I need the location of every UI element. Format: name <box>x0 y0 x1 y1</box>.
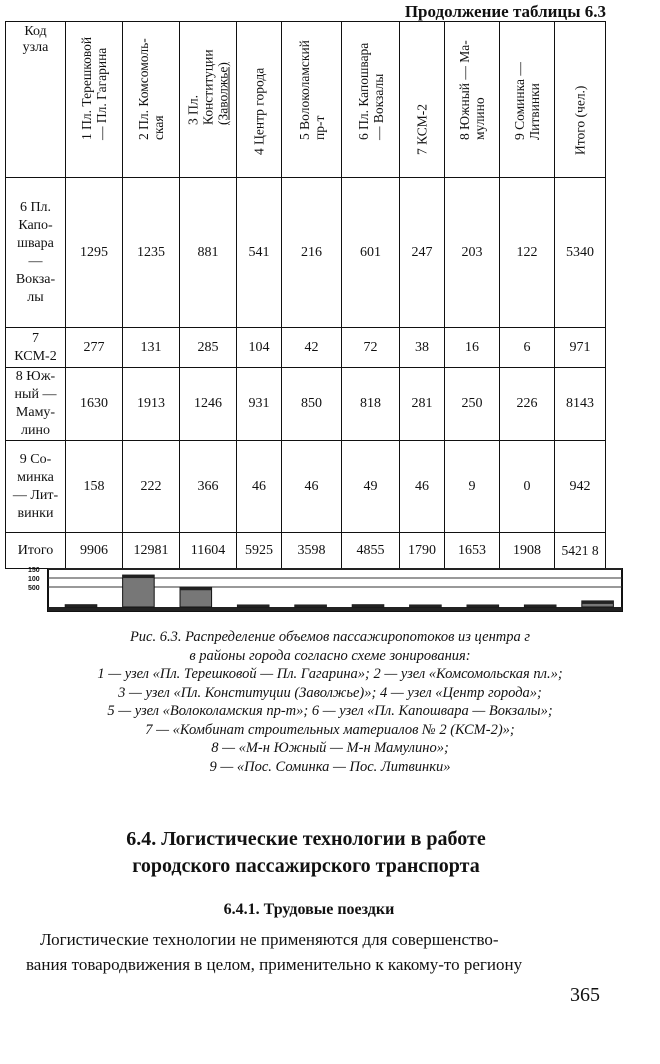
table-cell: 4855 <box>342 533 400 569</box>
section-heading-line: 6.4. Логистические технологии в работе <box>126 828 486 850</box>
row-label <box>6 441 66 533</box>
table-cell: 1913 <box>123 368 180 441</box>
chart-bar-top <box>295 605 327 607</box>
section-heading-line: городского пассажирского транспорта <box>132 855 480 877</box>
table-cell: 601 <box>342 178 400 328</box>
row-label-line: лино <box>21 423 50 438</box>
caption-line: в районы города согласно схеме зонирования: <box>189 647 471 664</box>
table-cell: 250 <box>445 368 500 441</box>
caption-line: 3 — узел «Пл. Конституции (Заволжье)»; 4 — узел «Центр города»; <box>118 684 542 701</box>
y-tick-label: 150 <box>28 567 40 574</box>
table-cell: 38 <box>400 328 445 368</box>
row-label <box>6 178 66 328</box>
row-label-line: винки <box>17 505 54 521</box>
table-row <box>6 368 606 441</box>
table-cell: 104 <box>237 328 282 368</box>
table-cell: 1790 <box>400 533 445 569</box>
table-cell: 1246 <box>180 368 237 441</box>
row-label <box>6 328 66 368</box>
row-label-line: 9 Со- <box>19 451 52 467</box>
table-cell: 1630 <box>66 368 123 441</box>
row-label-line: Вокза- <box>15 271 56 287</box>
caption-line: 5 — узел «Волоколамския пр-т»; 6 — узел «Пл. Капошвара — Вокзалы»; <box>107 703 553 719</box>
code-header-line: узла <box>22 40 49 55</box>
table-cell: 5421 8 <box>555 533 606 569</box>
row-label-line: 7 <box>32 330 39 346</box>
table-cell: 42 <box>282 328 342 368</box>
caption-line: 8 — «М-н Южный — М-н Мамулино»; <box>211 740 449 756</box>
col-header: Итого (чел.) <box>555 22 606 178</box>
caption-line: Рис. 6.3. Распределение объемов пассажиропотоков из центра г <box>129 629 531 645</box>
paragraph-line: вания товародвижения в целом, применительно к какому-то региону <box>26 955 523 974</box>
table-cell: 46 <box>400 441 445 533</box>
table-cell: 942 <box>555 441 606 533</box>
chart-bar-top <box>582 601 614 604</box>
table-cell: 281 <box>400 368 445 441</box>
table-cell: 8143 <box>555 368 606 441</box>
row-label-line: КСМ-2 <box>14 348 57 364</box>
row-label <box>6 533 66 569</box>
table-cell: 122 <box>500 178 555 328</box>
table-cell: 216 <box>282 178 342 328</box>
table-cell: 46 <box>237 441 282 533</box>
table-cell: 277 <box>66 328 123 368</box>
row-label-line: лы <box>27 289 44 305</box>
table-cell: 6 <box>500 328 555 368</box>
table-cell: 1235 <box>123 178 180 328</box>
table-cell: 1908 <box>500 533 555 569</box>
chart-bar-top <box>123 575 155 578</box>
row-label-line: — <box>28 253 43 269</box>
table-cell: 1653 <box>445 533 500 569</box>
table-header-row <box>6 22 606 178</box>
subsection-heading: 6.4.1. Трудовые поездки <box>223 901 395 918</box>
table-cell: 49 <box>342 441 400 533</box>
chart-bar <box>123 575 155 607</box>
table-cell: 3598 <box>282 533 342 569</box>
row-label-line: 8 Юж- <box>15 369 56 384</box>
code-header <box>6 22 66 178</box>
table-cell: 247 <box>400 178 445 328</box>
table-cell: 850 <box>282 368 342 441</box>
chart-bar-top <box>180 587 212 590</box>
table-cell: 366 <box>180 441 237 533</box>
table-row <box>6 178 606 328</box>
col-header: 6 Пл. Капошвара — Вокзалы <box>342 22 400 178</box>
table-row <box>6 441 606 533</box>
col-header: 8 Южный — Ма- мулино <box>445 22 500 178</box>
passenger-flow-table <box>5 21 606 569</box>
table-cell: 11604 <box>180 533 237 569</box>
section-heading <box>0 826 612 880</box>
table-cell: 1295 <box>66 178 123 328</box>
table-cell: 931 <box>237 368 282 441</box>
table-row <box>6 533 606 569</box>
chart-bar-top <box>237 605 269 607</box>
table-cell: 5340 <box>555 178 606 328</box>
row-label <box>6 368 66 441</box>
col-header: 9 Соминка — Литвинки <box>500 22 555 178</box>
chart-bar-top <box>410 605 442 607</box>
caption-line: 1 — узел «Пл. Терешковой — Пл. Гагарина»; 2 — узел «Комсомольская пл.»; <box>97 666 563 682</box>
row-label-line: минка <box>17 469 54 485</box>
table-cell: 72 <box>342 328 400 368</box>
passenger-flow-chart <box>28 565 624 617</box>
table-cell: 9906 <box>66 533 123 569</box>
table-cell: 16 <box>445 328 500 368</box>
table-cell: 971 <box>555 328 606 368</box>
figure-caption <box>0 628 660 776</box>
table-cell: 9 <box>445 441 500 533</box>
chart-bar-top <box>524 605 556 607</box>
caption-line: 7 — «Комбинат строительных материалов № 2 (КСМ-2)»; <box>145 721 515 738</box>
table-cell: 0 <box>500 441 555 533</box>
table-cell: 541 <box>237 178 282 328</box>
body-paragraph <box>26 927 610 977</box>
table-cell: 226 <box>500 368 555 441</box>
row-label-line: Маму- <box>15 405 56 420</box>
page-number: 365 <box>570 984 600 1006</box>
table-cell: 285 <box>180 328 237 368</box>
row-label-line: Капо- <box>18 217 53 233</box>
chart-bar-top <box>65 605 97 607</box>
y-tick-label: 500 <box>28 585 40 592</box>
table-cell: 222 <box>123 441 180 533</box>
table-continuation-title: Продолжение таблицы 6.3 <box>404 2 606 21</box>
row-label-line: ный — <box>14 387 57 402</box>
chart-bar-top <box>352 605 384 607</box>
table-cell: 203 <box>445 178 500 328</box>
col-header: 7 КСМ-2 <box>400 22 445 178</box>
col-header: 4 Центр города <box>237 22 282 178</box>
chart-bar-top <box>467 605 499 607</box>
table-cell: 46 <box>282 441 342 533</box>
row-label-line: 6 Пл. <box>19 199 52 215</box>
chart-floor <box>48 607 622 611</box>
table-cell: 158 <box>66 441 123 533</box>
caption-line: 9 — «Пос. Соминка — Пос. Литвинки» <box>209 758 451 775</box>
paragraph-line: Логистические технологии не применяются для совершенство- <box>40 930 499 949</box>
y-tick-label: 100 <box>28 576 40 583</box>
table-row <box>6 328 606 368</box>
row-label-line: швара <box>17 235 54 251</box>
col-header: 2 Пл. Комсомоль- ская <box>123 22 180 178</box>
col-header: 5 Волоколамский пр-т <box>282 22 342 178</box>
row-label-line: Итого <box>17 542 54 558</box>
table-cell: 131 <box>123 328 180 368</box>
table-cell: 12981 <box>123 533 180 569</box>
code-header-line: Код <box>24 24 47 39</box>
row-label-line: — Лит- <box>12 487 59 503</box>
table-cell: 818 <box>342 368 400 441</box>
table-cell: 5925 <box>237 533 282 569</box>
col-header: 3 Пл. Конституции (Заволжье) <box>180 22 237 178</box>
table-cell: 881 <box>180 178 237 328</box>
col-header: 1 Пл. Терешковой — Пл. Гагарина <box>66 22 123 178</box>
